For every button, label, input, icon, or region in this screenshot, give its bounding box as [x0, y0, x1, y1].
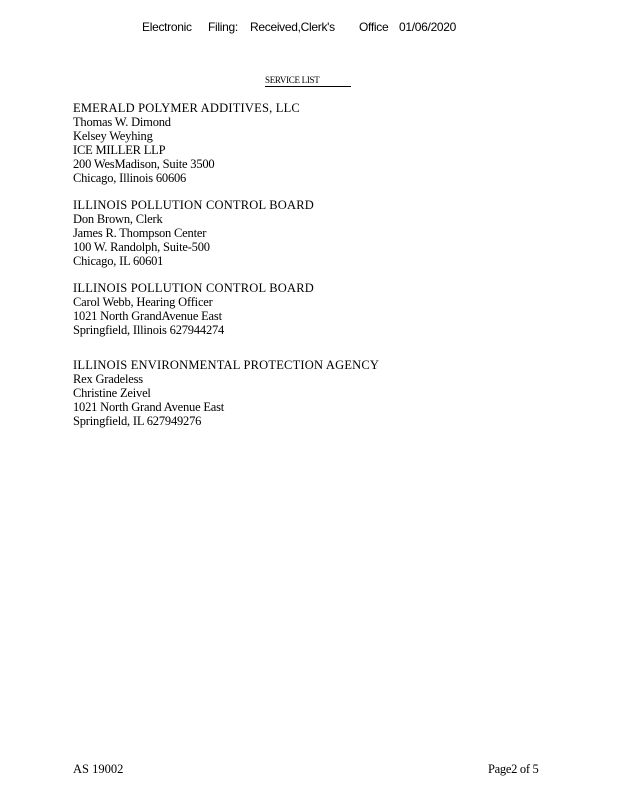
recipient-organization: ILLINOIS ENVIRONMENTAL PROTECTION AGENCY: [73, 358, 380, 372]
recipient-line: Rex Gradeless: [73, 372, 143, 386]
service-list-title: SERVICE LIST: [265, 75, 351, 87]
service-recipient-iepa: [73, 358, 379, 428]
recipient-line: Don Brown, Clerk: [73, 212, 163, 226]
service-recipient-ipcb-hearing: [73, 281, 314, 337]
recipient-line: Carol Webb, Hearing Officer: [73, 295, 213, 309]
recipient-line: Chicago, IL 60601: [73, 254, 164, 268]
recipient-line: Springfield, IL 627949276: [73, 414, 202, 428]
header-filing-date: 01/06/2020: [399, 20, 457, 34]
recipient-line: 1021 North GrandAvenue East: [73, 309, 222, 323]
recipient-line: Thomas W. Dimond: [73, 115, 171, 129]
recipient-line: Kelsey Weyhing: [73, 129, 153, 143]
header-office-text: Office: [359, 20, 389, 34]
recipient-line: Springfield, Illinois 627944274: [73, 323, 225, 337]
service-recipient-emerald: [73, 101, 300, 185]
service-recipient-ipcb-clerk: [73, 198, 314, 268]
recipient-line: 1021 North Grand Avenue East: [73, 400, 225, 414]
footer-case-number: AS 19002: [73, 762, 124, 776]
header-filing-text: Filing:: [208, 20, 238, 34]
header-electronic-text: Electronic: [142, 20, 192, 34]
recipient-organization: ILLINOIS POLLUTION CONTROL BOARD: [73, 198, 314, 212]
header-received-text: Received,Clerk's: [250, 20, 335, 34]
recipient-line: James R. Thompson Center: [73, 226, 207, 240]
recipient-organization: EMERALD POLYMER ADDITIVES, LLC: [73, 101, 300, 115]
electronic-filing-header: [0, 20, 618, 38]
recipient-line: Chicago, Illinois 60606: [73, 171, 187, 185]
recipient-line: ICE MILLER LLP: [73, 143, 166, 157]
recipient-line: Christine Zeivel: [73, 386, 151, 400]
recipient-line: 100 W. Randolph, Suite-500: [73, 240, 210, 254]
footer-page-number: Page2 of 5: [488, 762, 539, 776]
recipient-line: 200 WesMadison, Suite 3500: [73, 157, 215, 171]
recipient-organization: ILLINOIS POLLUTION CONTROL BOARD: [73, 281, 314, 295]
